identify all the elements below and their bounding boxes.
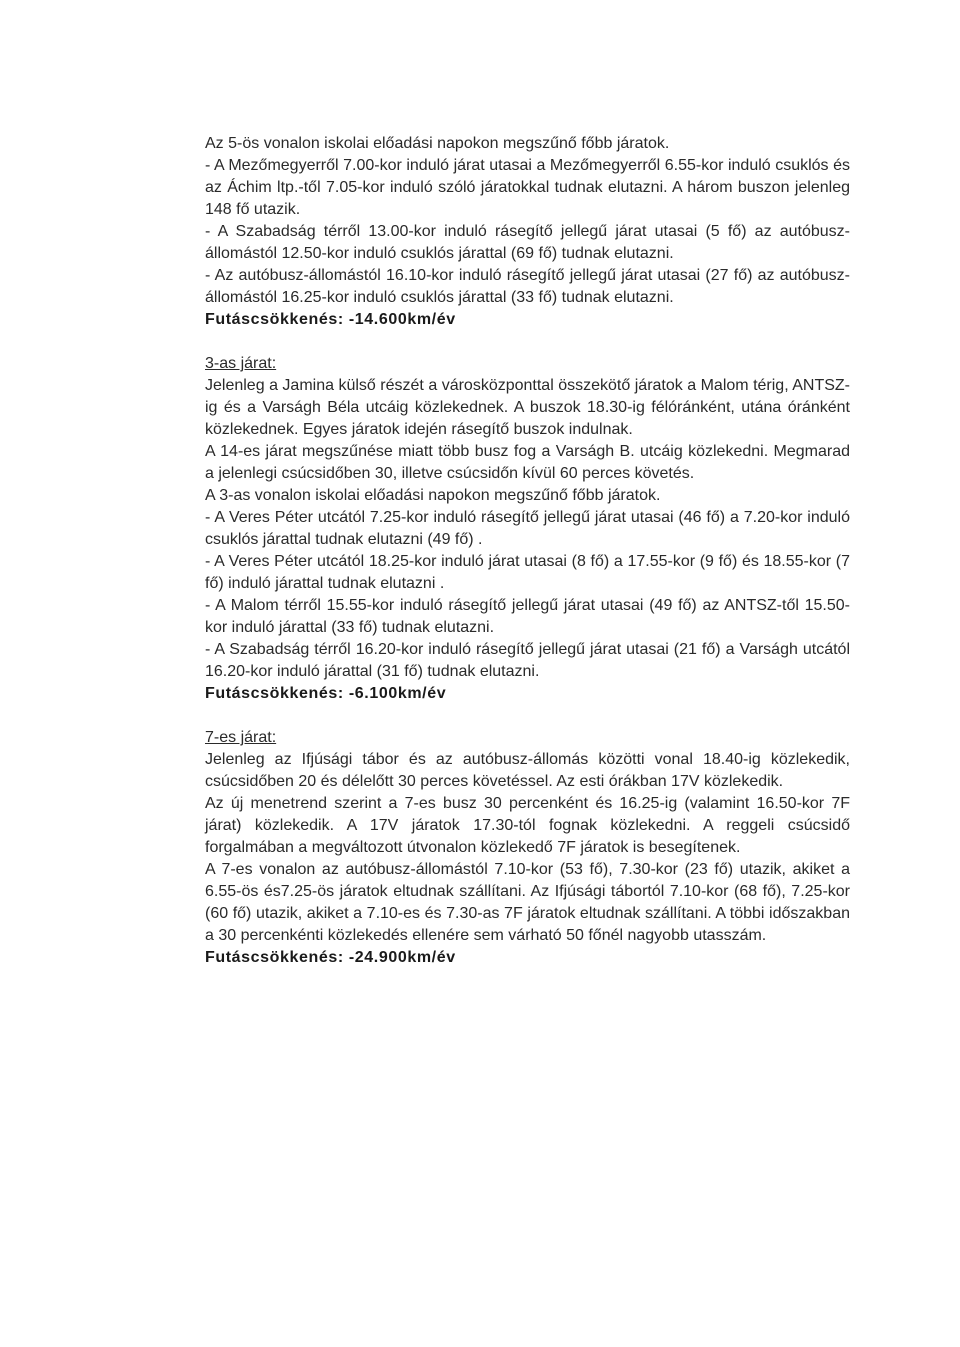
section-3-paragraph-3: A 3-as vonalon iskolai előadási napokon megszűnő főbb járatok. bbox=[205, 487, 661, 504]
section-7-paragraph-2: Az új menetrend szerint a 7-es busz 30 percenként és 16.25-ig (valamint 16.50-kor 7F járat) közlekedik. A 17V járatok 17.30-tól fognak közlekedni. A reggeli csúcsidő forgalmában a megváltozott útvonalon közlekedő 7F járatok is besegítenek. bbox=[205, 795, 850, 856]
section-7-paragraph-1: Jelenleg az Ifjúsági tábor és az autóbusz-állomás közötti vonal 18.40-ig közlekedik, csúcsidőben 20 és délelőtt 30 perces követéssel. Az esti órákban 17V közlekedik. bbox=[205, 751, 850, 790]
section-3-paragraph-6: - A Malom térről 15.55-kor induló rásegítő jellegű járat utasai (49 fő) az ANTSZ-től 15.50-kor induló járattal (33 fő) tudnak elutazni. bbox=[205, 597, 850, 636]
section-3-paragraph-4: - A Veres Péter utcától 7.25-kor induló rásegítő jellegű járat utasai (46 fő) a 7.20-kor induló csuklós járattal tudnak elutazni (49 fő) . bbox=[205, 509, 850, 548]
section-gap bbox=[205, 331, 850, 353]
section-3-paragraph-7: - A Szabadság térről 16.20-kor induló rásegítő jellegű járat utasai (21 fő) a Varságh utcától 16.20-kor induló járattal (31 fő) tudnak elutazni. bbox=[205, 641, 850, 680]
section-5-paragraph-1: - A Mezőmegyerről 7.00-kor induló járat utasai a Mezőmegyerről 6.55-kor induló csuklós és az Áchim ltp.-től 7.05-kor induló szóló járatokkal tudnak elutazni. A három buszon jelenleg 148 fő utazik. bbox=[205, 157, 850, 218]
section-3-paragraph-1: Jelenleg a Jamina külső részét a városközponttal összekötő járatok a Malom térig, ANTSZ-ig és a Varságh Béla utcáig közlekednek. A buszok 18.30-ig félóránként, utána óránként közlekednek. Egyes járatok idején rásegítő buszok indulnak. bbox=[205, 377, 850, 438]
section-gap bbox=[205, 705, 850, 727]
section-5-intro: Az 5-ös vonalon iskolai előadási napokon megszűnő főbb járatok. bbox=[205, 135, 670, 152]
section-3-summary: Futáscsökkenés: -6.100km/év bbox=[205, 685, 447, 702]
section-7-paragraph-3: A 7-es vonalon az autóbusz-állomástól 7.10-kor (53 fő), 7.30-kor (23 fő) utazik, akiket a 6.55-ös és7.25-ös járatok eltudnak szállítani. Az Ifjúsági tábortól 7.10-kor (68 fő), 7.25-kor (60 fő) utazik, akiket a 7.10-es és 7.30-as 7F járatok eltudnak szállítani. A többi időszakban a 30 percenkénti közlekedés ellenére sem várható 50 főnél nagyobb utasszám. bbox=[205, 861, 850, 944]
section-5-paragraph-2: - A Szabadság térről 13.00-kor induló rásegítő jellegű járat utasai (5 fő) az autóbusz-állomástól 12.50-kor induló csuklós járattal (69 fő) tudnak elutazni. bbox=[205, 223, 850, 262]
document-body bbox=[205, 133, 850, 969]
section-5-summary: Futáscsökkenés: -14.600km/év bbox=[205, 311, 456, 328]
section-5-paragraph-3: - Az autóbusz-állomástól 16.10-kor induló rásegítő jellegű járat utasai (27 fő) az autóbusz-állomástól 16.25-kor induló csuklós járattal (33 fő) tudnak elutazni. bbox=[205, 267, 850, 306]
section-3-paragraph-2: A 14-es járat megszűnése miatt több busz fog a Varságh B. utcáig közlekedni. Megmarad a jelenlegi csúcsidőben 30, illetve csúcsidőn kívül 60 perces követés. bbox=[205, 443, 850, 482]
section-7-heading: 7-es járat: bbox=[205, 729, 277, 746]
section-3-heading: 3-as járat: bbox=[205, 355, 277, 372]
section-7-summary: Futáscsökkenés: -24.900km/év bbox=[205, 949, 456, 966]
section-3-paragraph-5: - A Veres Péter utcától 18.25-kor induló járat utasai (8 fő) a 17.55-kor (9 fő) és 18.55-kor (7 fő) induló járattal tudnak elutazni . bbox=[205, 553, 850, 592]
